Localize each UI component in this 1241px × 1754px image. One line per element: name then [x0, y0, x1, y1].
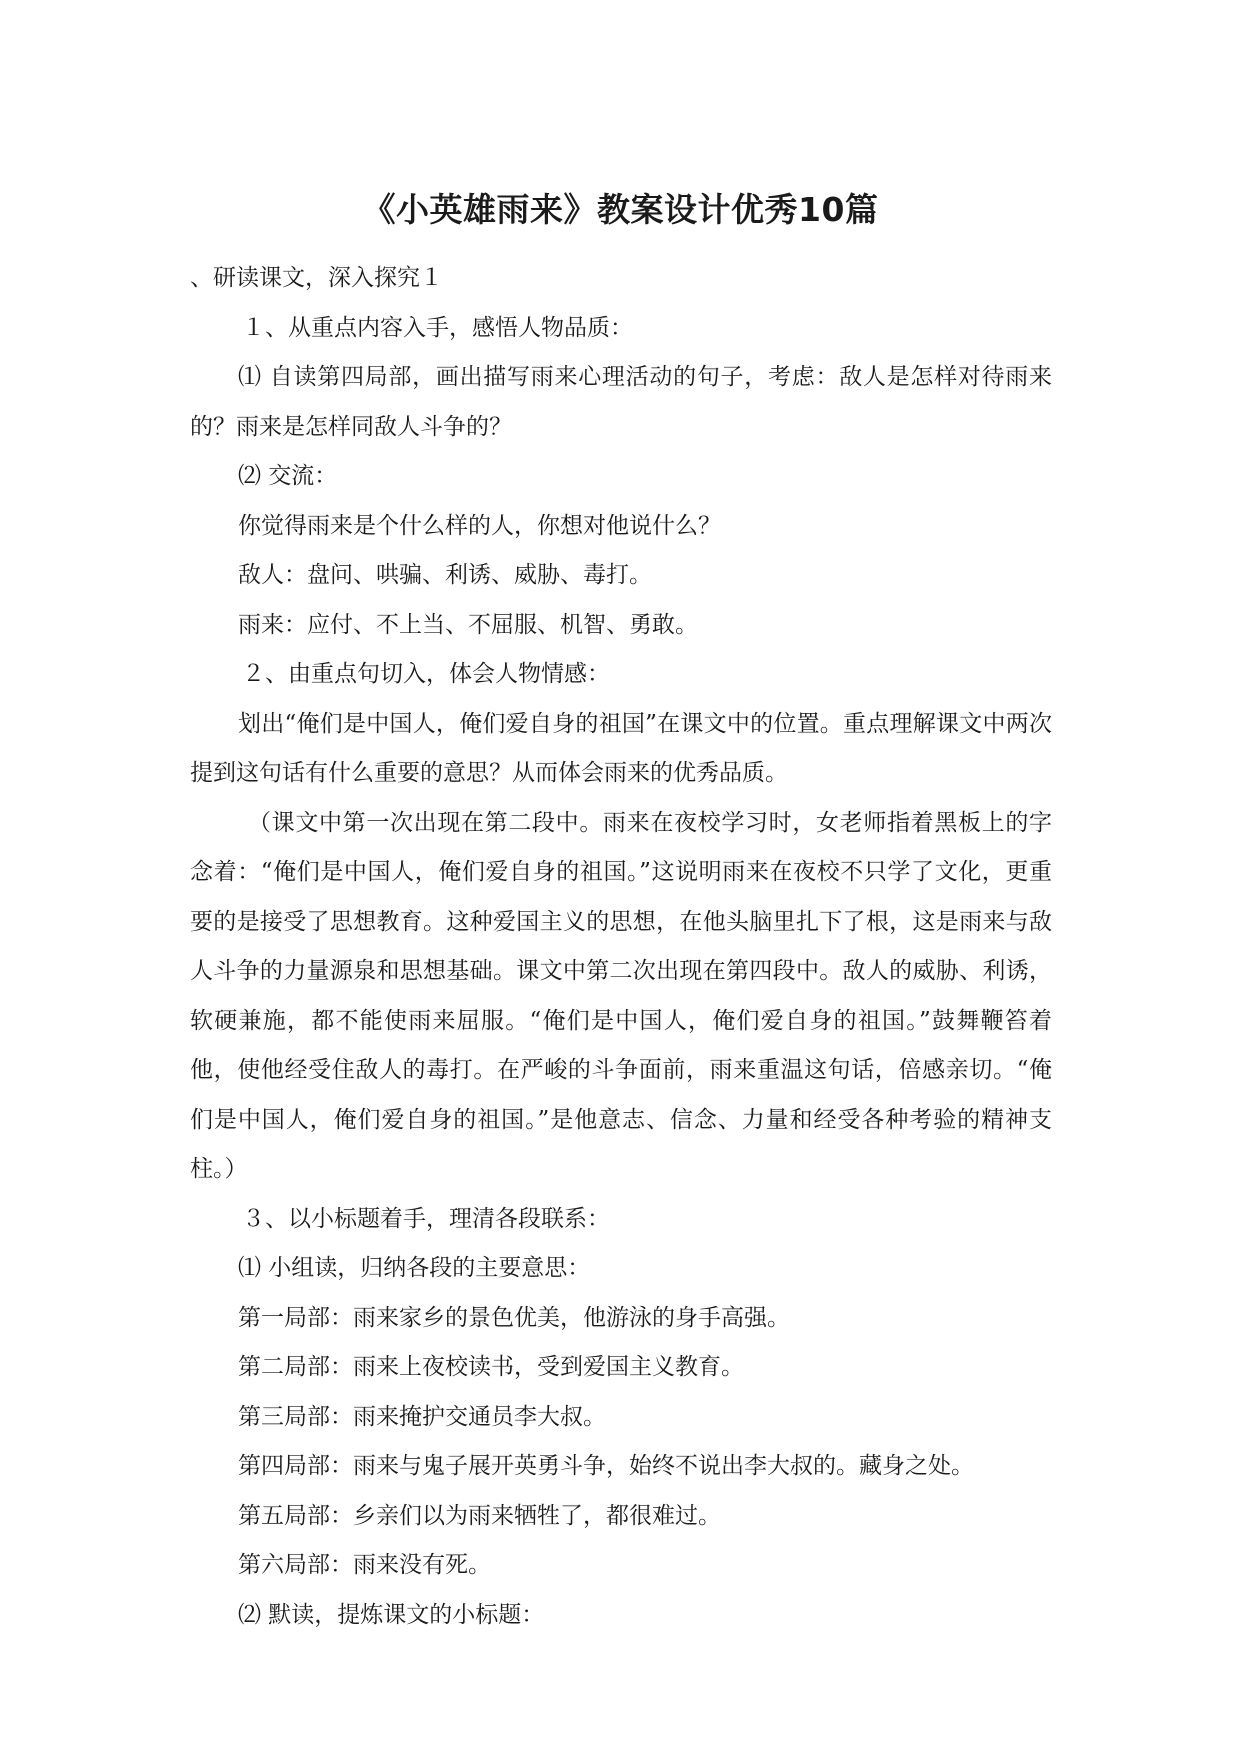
paragraph-part-5: 第五局部：乡亲们以为雨来牺牲了，都很难过。: [238, 1502, 721, 1529]
document-title: 《小英雄雨来》教案设计优秀10篇: [362, 190, 879, 229]
paragraph-part-2: 第二局部：雨来上夜校读书，受到爱国主义教育。: [238, 1354, 744, 1380]
paragraph-step-3-item-2: ⑵ 默读，提炼课文的小标题：: [238, 1601, 545, 1628]
paragraph-enemy: 敌人：盘问、哄骗、利诱、威胁、毒打。: [238, 562, 652, 588]
paragraph-question: 你觉得雨来是个什么样的人，你想对他说什么？: [238, 512, 721, 539]
paragraph-step-2: ２、由重点句切入，体会人物情感：: [242, 661, 610, 687]
paragraph-step-2-explanation: （课文中第一次出现在第二段中。雨来在夜校学习时，女老师指着黑板上的字念着：“俺们是中国人，俺们爱自身的祖国。”这说明雨来在夜校不只学了文化，更重要的是接受了思想教育。这种爱国主义的思想，在他头脑里扎下了根，这是雨来与敌人斗争的力量源泉和思想基础。课文中第二次出现在第四段中。敌人的威胁、利诱，软硬兼施，都不能使雨来屈服。“俺们是中国人，俺们爱自身的祖国。”鼓舞鞭笞着他，使他经受住敌人的毒打。在严峻的斗争面前，雨来重温这句话，倍感亲切。“俺们是中国人，俺们爱自身的祖国。”是他意志、信念、力量和经受各种考验的精神支柱。）: [190, 809, 1052, 1182]
paragraph-step-1-item-1: ⑴ 自读第四局部，画出描写雨来心理活动的句子，考虑：敌人是怎样对待雨来的？雨来是怎样同敌人斗争的？: [190, 364, 1052, 440]
paragraph-step-2-task: 划出“俺们是中国人，俺们爱自身的祖国”在课文中的位置。重点理解课文中两次提到这句话有什么重要的意思？从而体会雨来的优秀品质。: [190, 710, 1052, 786]
paragraph-yulai: 雨来：应付、不上当、不屈服、机智、勇敢。: [238, 611, 698, 638]
document-body: [190, 254, 1052, 1640]
paragraph-section-heading: 、研读课文，深入探究１: [190, 265, 443, 291]
paragraph-step-3-item-1: ⑴ 小组读，归纳各段的主要意思：: [238, 1255, 591, 1281]
paragraph-step-3: ３、以小标题着手，理清各段联系：: [242, 1205, 610, 1232]
paragraph-part-1: 第一局部：雨来家乡的景色优美，他游泳的身手高强。: [238, 1304, 790, 1331]
paragraph-step-1-item-2: ⑵ 交流：: [238, 463, 338, 489]
paragraph-part-3: 第三局部：雨来掩护交通员李大叔。: [238, 1403, 606, 1430]
paragraph-part-6: 第六局部：雨来没有死。: [238, 1552, 491, 1578]
paragraph-step-1: １、从重点内容入手，感悟人物品质：: [242, 314, 633, 341]
paragraph-part-4: 第四局部：雨来与鬼子展开英勇斗争，始终不说出李大叔的。藏身之处。: [238, 1453, 974, 1479]
